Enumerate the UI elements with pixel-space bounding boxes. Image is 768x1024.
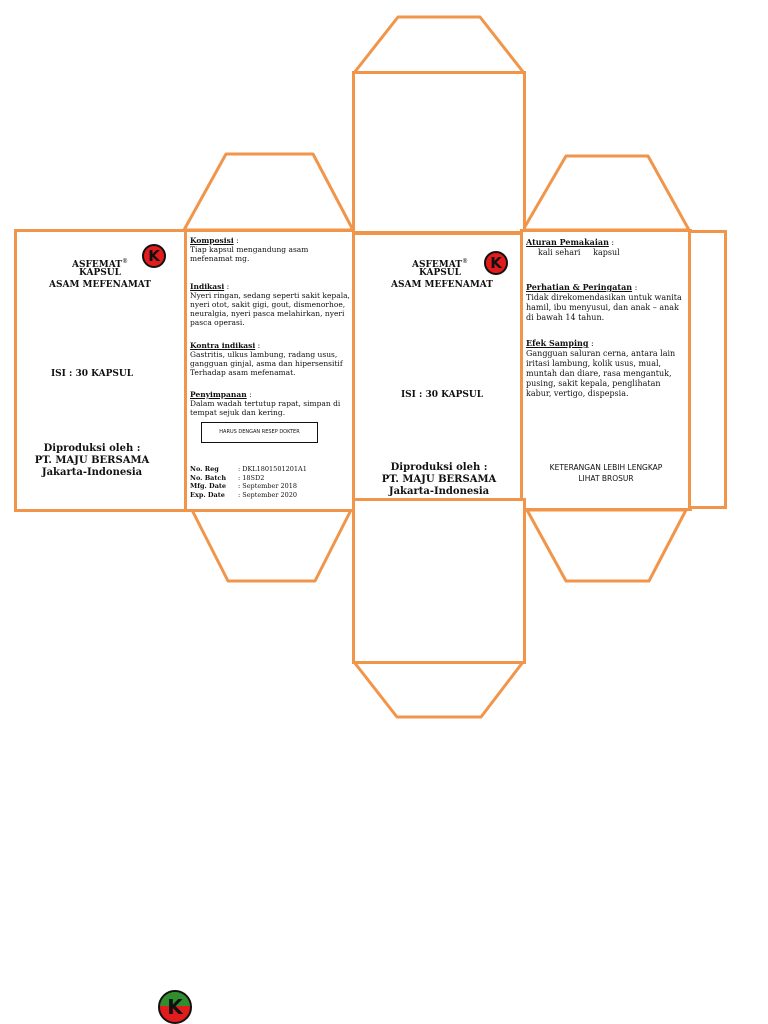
detail-row: Mfg. Date : September 2018 — [190, 482, 298, 490]
detail-row: Exp. Date : September 2020 — [190, 490, 298, 499]
komposisi-section: Komposisi : Tiap kapsul mengandung asam mefenamat mg. — [190, 236, 309, 263]
perhatian-section: Perhatian & Peringatan : Tidak direkomendasikan untuk wanita hamil, ibu menyusui, dan anak – anak di bawah 14 tahun. — [526, 282, 682, 322]
bottom-flap-center — [354, 662, 523, 717]
location-center: Jakarta-Indonesia — [388, 486, 490, 497]
brand-name-center: ASFEMAT® — [412, 258, 468, 270]
location-left: Jakarta-Indonesia — [41, 467, 143, 478]
company-left: PT. MAJU BERSAMA — [34, 455, 150, 466]
generic-name-center: ASAM MEFENAMAT — [391, 280, 493, 290]
form-left: KAPSUL — [79, 268, 121, 278]
top-flap-center — [354, 17, 524, 73]
k-symbol-icon: K — [484, 251, 508, 275]
indikasi-section: Indikasi : Nyeri ringan, sedang seperti sakit kepala, nyeri otot, sakit gigi, gout, dismenorhoe, neuralgia, nyeri pasca melahirkan, nyeri pasca operasi. — [190, 282, 350, 327]
k-symbol-icon: K — [142, 244, 166, 268]
top-flap-right — [523, 156, 689, 230]
prescription-warning-box: HARUS DENGAN RESEP DOKTER — [201, 422, 318, 443]
isi-center: ISI : 30 KAPSUL — [400, 390, 484, 400]
company-center: PT. MAJU BERSAMA — [381, 474, 497, 485]
product-details — [190, 465, 350, 499]
bottom-flap-right — [527, 510, 686, 581]
produced-by-center: Diproduksi oleh : — [390, 462, 488, 473]
panel-bottom-center — [352, 498, 526, 664]
detail-row: No. Reg : DKL1801501201A1 — [190, 465, 307, 473]
penyimpanan-section: Penyimpanan : Dalam wadah tertutup rapat, simpan di tempat sejuk dan kering. — [190, 390, 341, 417]
bottom-flap-left — [192, 510, 351, 581]
form-center: KAPSUL — [419, 268, 461, 278]
brosur-note: KETERANGAN LEBIH LENGKAP LIHAT BROSUR — [549, 463, 663, 483]
aturan-pemakaian-section: Aturan Pemakaian : kali sehari kapsul — [526, 237, 620, 257]
panel-top-center — [352, 71, 526, 234]
produced-by-left: Diproduksi oleh : — [43, 443, 141, 454]
panel-glue-tab — [688, 230, 727, 509]
detail-row: No. Batch : 18SD2 — [190, 473, 265, 482]
top-flap-left — [184, 154, 353, 230]
k-symbol-green-icon: K — [158, 990, 192, 1024]
efek-samping-section: Efek Samping : Gangguan saluran cerna, antara lain iritasi lambung, kolik usus, mual, muntah dan diare, rasa mengantuk, pusing, sakit kepala, penglihatan kabur, vertigo, dispepsia. — [526, 338, 676, 398]
kontra-indikasi-section: Kontra indikasi : Gastritis, ulkus lambung, radang usus, gangguan ginjal, asma dan hipersensitif Terhadap asam mefenamat. — [190, 341, 343, 377]
isi-left: ISI : 30 KAPSUL — [50, 369, 134, 379]
brand-name-left: ASFEMAT® — [72, 258, 128, 270]
generic-name-left: ASAM MEFENAMAT — [49, 280, 151, 290]
